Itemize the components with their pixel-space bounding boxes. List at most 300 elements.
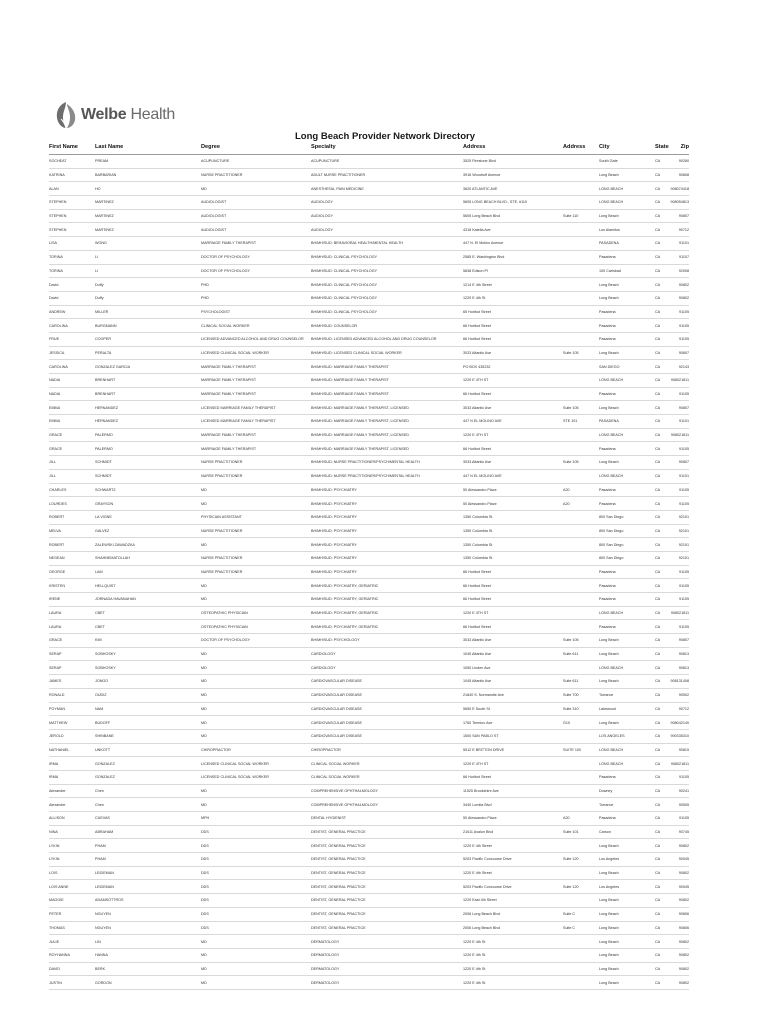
zip-cell: 91105	[667, 497, 689, 511]
zip-cell: 91105	[667, 579, 689, 593]
first-name-cell: MATTHEW	[49, 716, 95, 730]
degree-cell: DDS	[201, 921, 311, 935]
city-cell: Los Angeles	[599, 880, 655, 894]
last-name-cell: UNKOTT	[95, 743, 201, 757]
address-2-cell: Suite 105	[563, 456, 599, 470]
address-cell: 11525 Brookshire Ave	[463, 784, 563, 798]
address-2-cell	[563, 593, 599, 607]
zip-cell: 90802	[667, 291, 689, 305]
degree-cell: MARRIAGE FAMILY THERAPIST	[201, 237, 311, 251]
state-cell: CA	[655, 182, 667, 196]
city-cell: Lakewood	[599, 702, 655, 716]
state-cell: CA	[655, 702, 667, 716]
first-name-cell: Alexander	[49, 798, 95, 812]
degree-cell: DDS	[201, 825, 311, 839]
zip-cell: 90280	[667, 155, 689, 169]
specialty-cell: BH/MH/SUD: NURSE PRACTITIONER/PSYCH/MENTAL HEALTH	[311, 469, 463, 483]
address-2-cell: A20	[563, 497, 599, 511]
zip-cell: 91105	[667, 332, 689, 346]
address-cell: 1760 Termino Ave	[463, 716, 563, 730]
zip-cell: 908021811	[667, 606, 689, 620]
zip-cell: 90802	[667, 866, 689, 880]
first-name-cell: SERAP	[49, 661, 95, 675]
column-header-zip: Zip	[667, 140, 689, 155]
degree-cell: LICENSED MARRIAGE FAMILY THERAPIST	[201, 415, 311, 429]
last-name-cell: HERNANDEZ	[95, 401, 201, 415]
state-cell: CA	[655, 606, 667, 620]
address-2-cell: Suite 611	[563, 647, 599, 661]
first-name-cell: LOURDES	[49, 497, 95, 511]
address-2-cell	[563, 839, 599, 853]
state-cell: CA	[655, 825, 667, 839]
address-cell: 50 Alessandro Place	[463, 812, 563, 826]
city-cell: 800 San Diego	[599, 538, 655, 552]
specialty-cell: DENTAL HYGIENIST	[311, 812, 463, 826]
address-cell: 2006 Long Beach Blvd	[463, 921, 563, 935]
degree-cell: MD	[201, 935, 311, 949]
table-row	[49, 702, 689, 716]
address-cell: 1220 E 4th St	[463, 291, 563, 305]
table-row	[49, 894, 689, 908]
state-cell: CA	[655, 976, 667, 990]
first-name-cell: JULIE	[49, 935, 95, 949]
table-row	[49, 812, 689, 826]
address-2-cell	[563, 565, 599, 579]
column-header-degree: Degree	[201, 140, 311, 155]
first-name-cell: JAMES	[49, 675, 95, 689]
specialty-cell: DENTIST, GENERAL PRACTICE	[311, 921, 463, 935]
address-2-cell	[563, 291, 599, 305]
address-cell: 3525 Firestone Blvd	[463, 155, 563, 169]
address-cell: 5203 Pacific Concourse Drive	[463, 880, 563, 894]
first-name-cell: LISA	[49, 237, 95, 251]
state-cell: CA	[655, 921, 667, 935]
table-row	[49, 264, 689, 278]
zip-cell: 90807	[667, 209, 689, 223]
address-2-cell	[563, 948, 599, 962]
first-name-cell: ROBERT	[49, 510, 95, 524]
address-cell: 5605 LONG BEACH BLVD., STE. #110	[463, 196, 563, 210]
last-name-cell: GONZALEZ	[95, 770, 201, 784]
degree-cell: DOCTOR OF PSYCHOLOGY	[201, 250, 311, 264]
degree-cell: DOCTOR OF PSYCHOLOGY	[201, 634, 311, 648]
address-2-cell	[563, 237, 599, 251]
last-name-cell: JORNADA HAVANAHAN	[95, 593, 201, 607]
specialty-cell: CARDIOLOGY	[311, 661, 463, 675]
state-cell: CA	[655, 716, 667, 730]
column-header-last-name: Last Name	[95, 140, 201, 155]
address-2-cell	[563, 264, 599, 278]
degree-cell: LICENSED CLINICAL SOCIAL WORKER	[201, 757, 311, 771]
city-cell: Pasadena	[599, 387, 655, 401]
first-name-cell: JUSTIN	[49, 976, 95, 990]
state-cell: CA	[655, 469, 667, 483]
state-cell: CA	[655, 305, 667, 319]
last-name-cell: SCHMIDT	[95, 469, 201, 483]
zip-cell: 91105	[667, 387, 689, 401]
last-name-cell: HANNA	[95, 948, 201, 962]
address-2-cell	[563, 182, 599, 196]
specialty-cell: BH/MH/SUD: CLINICAL PSYCHOLOGY	[311, 264, 463, 278]
address-cell: 1220 E 4TH ST	[463, 374, 563, 388]
specialty-cell: ACUPUNCTURE	[311, 155, 463, 169]
city-cell: Pasadena	[599, 620, 655, 634]
specialty-cell: BH/MH/SUD: MARRIAGE FAMILY THERAPIST, LICENSED	[311, 401, 463, 415]
address-2-cell: STE 101	[563, 415, 599, 429]
address-2-cell: Suite 101	[563, 825, 599, 839]
address-cell: 50 Alessandro Place	[463, 497, 563, 511]
city-cell: Long Beach	[599, 976, 655, 990]
specialty-cell: BH/MH/SUD: PSYCHIATRY, GERIATRIC	[311, 606, 463, 620]
zip-cell: 90745	[667, 825, 689, 839]
address-2-cell	[563, 551, 599, 565]
address-cell: 5203 Pacific Concourse Drive	[463, 853, 563, 867]
state-cell: CA	[655, 196, 667, 210]
address-cell: 66 Hurlbut Street	[463, 319, 563, 333]
first-name-cell: David	[49, 278, 95, 292]
last-name-cell: Duffy	[95, 278, 201, 292]
specialty-cell: BH/MH/SUD: MARRIAGE FAMILY THERAPIST	[311, 387, 463, 401]
first-name-cell: LOIS	[49, 866, 95, 880]
column-header-state: State	[655, 140, 667, 155]
specialty-cell: CARDIOVASCULAR DISEASE	[311, 675, 463, 689]
state-cell: CA	[655, 264, 667, 278]
address-2-cell	[563, 606, 599, 620]
table-row	[49, 250, 689, 264]
last-name-cell: PERALTA	[95, 346, 201, 360]
first-name-cell: TORINA	[49, 264, 95, 278]
last-name-cell: Chen	[95, 798, 201, 812]
specialty-cell: CARDIOVASCULAR DISEASE	[311, 702, 463, 716]
city-cell: Long Beach	[599, 291, 655, 305]
table-row	[49, 647, 689, 661]
last-name-cell: MARTINEZ	[95, 209, 201, 223]
zip-cell: 90807	[667, 456, 689, 470]
zip-cell: 90502	[667, 688, 689, 702]
table-row	[49, 716, 689, 730]
zip-cell: 91105	[667, 812, 689, 826]
state-cell: CA	[655, 401, 667, 415]
address-cell: 5650 E South St	[463, 702, 563, 716]
specialty-cell: DENTIST, GENERAL PRACTICE	[311, 825, 463, 839]
table-row	[49, 182, 689, 196]
address-cell: 66 Hurlbut Street	[463, 620, 563, 634]
city-cell: Torrance	[599, 798, 655, 812]
first-name-cell: STEPHEN	[49, 196, 95, 210]
table-row	[49, 593, 689, 607]
specialty-cell: BH/MH/SUD: PSYCHIATRY, GERIATRIC	[311, 620, 463, 634]
first-name-cell: LAURA	[49, 620, 95, 634]
degree-cell: MD	[201, 702, 311, 716]
state-cell: CA	[655, 647, 667, 661]
address-2-cell	[563, 332, 599, 346]
city-cell: 800 San Diego	[599, 551, 655, 565]
last-name-cell: KIM	[95, 634, 201, 648]
address-cell: 1220 E 4th Street	[463, 866, 563, 880]
address-2-cell: G10	[563, 716, 599, 730]
state-cell: CA	[655, 524, 667, 538]
address-cell: 1045 Atlantic Ave	[463, 675, 563, 689]
specialty-cell: BH/MH/SUD: LICENSED ADVANCED ALCOHOL AND DRUG COUNSELOR	[311, 332, 463, 346]
first-name-cell: ALLISON	[49, 812, 95, 826]
table-row	[49, 209, 689, 223]
state-cell: CA	[655, 770, 667, 784]
last-name-cell: GONZALEZ GARCIA	[95, 360, 201, 374]
zip-cell: 90802	[667, 839, 689, 853]
first-name-cell: LYKIN	[49, 853, 95, 867]
first-name-cell: JILL	[49, 456, 95, 470]
zip-cell: 91105	[667, 442, 689, 456]
address-cell: 2585 E. Washington Blvd	[463, 250, 563, 264]
address-2-cell: Suite C	[563, 921, 599, 935]
city-cell: Pasadena	[599, 250, 655, 264]
table-row	[49, 620, 689, 634]
city-cell: Long Beach	[599, 346, 655, 360]
specialty-cell: DENTIST, GENERAL PRACTICE	[311, 853, 463, 867]
city-cell: Torrance	[599, 688, 655, 702]
last-name-cell: BRENHART	[95, 374, 201, 388]
address-cell: 21840 S. Normandie Ave	[463, 688, 563, 702]
specialty-cell: ANESTHESIA, PAIN MEDICINE	[311, 182, 463, 196]
degree-cell: MD	[201, 976, 311, 990]
table-row	[49, 551, 689, 565]
city-cell: Long Beach	[599, 168, 655, 182]
specialty-cell: BH/MH/SUD: LICENSED CLINICAL SOCIAL WORKER	[311, 346, 463, 360]
address-2-cell: SUITE 100	[563, 743, 599, 757]
last-name-cell: BERK	[95, 962, 201, 976]
address-2-cell	[563, 428, 599, 442]
city-cell: LONG BEACH	[599, 606, 655, 620]
table-row	[49, 743, 689, 757]
first-name-cell: SOCHEAT	[49, 155, 95, 169]
zip-cell: 90045	[667, 853, 689, 867]
address-2-cell	[563, 770, 599, 784]
degree-cell: MD	[201, 661, 311, 675]
table-row	[49, 332, 689, 346]
table-row	[49, 401, 689, 415]
zip-cell: 90802	[667, 278, 689, 292]
state-cell: CA	[655, 962, 667, 976]
specialty-cell: BH/MH/SUD: PSYCHIATRY	[311, 551, 463, 565]
last-name-cell: PALERMO	[95, 428, 201, 442]
state-cell: CA	[655, 675, 667, 689]
city-cell: LONG BEACH	[599, 196, 655, 210]
state-cell: CA	[655, 223, 667, 237]
table-row	[49, 387, 689, 401]
address-2-cell: Suite C	[563, 907, 599, 921]
degree-cell: MD	[201, 729, 311, 743]
specialty-cell: BH/MH/SUD: PSYCHIATRY	[311, 497, 463, 511]
table-row	[49, 948, 689, 962]
degree-cell: NURSE PRACTITIONER	[201, 168, 311, 182]
state-cell: CA	[655, 319, 667, 333]
zip-cell: 900335310	[667, 729, 689, 743]
first-name-cell: FRUE	[49, 332, 95, 346]
city-cell: LONG BEACH	[599, 469, 655, 483]
zip-cell: 90813	[667, 661, 689, 675]
first-name-cell: Alexander	[49, 784, 95, 798]
first-name-cell: GRACE	[49, 428, 95, 442]
last-name-cell: LI	[95, 264, 201, 278]
address-cell: 1220 East 4th Street	[463, 894, 563, 908]
state-cell: CA	[655, 278, 667, 292]
first-name-cell: NADIA	[49, 374, 95, 388]
degree-cell: MD	[201, 579, 311, 593]
last-name-cell: CBET	[95, 606, 201, 620]
last-name-cell: Duffy	[95, 291, 201, 305]
city-cell: Long Beach	[599, 634, 655, 648]
table-row	[49, 688, 689, 702]
city-cell: LONG BEACH	[599, 743, 655, 757]
address-2-cell	[563, 935, 599, 949]
address-cell: 1350 Columbia St	[463, 524, 563, 538]
address-cell: 1350 Columbia St	[463, 510, 563, 524]
specialty-cell: COMPREHENSIVE OPHTHALMOLOGY	[311, 798, 463, 812]
zip-cell: 908074418	[667, 182, 689, 196]
specialty-cell: CARDIOLOGY	[311, 647, 463, 661]
state-cell: CA	[655, 798, 667, 812]
state-cell: CA	[655, 907, 667, 921]
address-2-cell	[563, 168, 599, 182]
state-cell: CA	[655, 250, 667, 264]
degree-cell: MD	[201, 675, 311, 689]
zip-cell: 90505	[667, 798, 689, 812]
state-cell: CA	[655, 948, 667, 962]
table-row	[49, 196, 689, 210]
degree-cell: MD	[201, 538, 311, 552]
zip-cell: 90045	[667, 880, 689, 894]
table-row	[49, 278, 689, 292]
last-name-cell: NGUYEN	[95, 907, 201, 921]
degree-cell: MD	[201, 483, 311, 497]
specialty-cell: CARDIOVASCULAR DISEASE	[311, 688, 463, 702]
last-name-cell: ZALEWSKI ZAWADZKA	[95, 538, 201, 552]
zip-cell: 908021811	[667, 374, 689, 388]
column-header-address-2: Address	[563, 140, 599, 155]
state-cell: CA	[655, 360, 667, 374]
table-row	[49, 510, 689, 524]
address-2-cell	[563, 962, 599, 976]
last-name-cell: MILLER	[95, 305, 201, 319]
zip-cell: 90813	[667, 647, 689, 661]
degree-cell: DDS	[201, 866, 311, 880]
degree-cell: MD	[201, 784, 311, 798]
address-cell: 1220 E 4th Street	[463, 839, 563, 853]
state-cell: CA	[655, 415, 667, 429]
specialty-cell: BH/MH/SUD: MARRIAGE FAMILY THERAPIST	[311, 360, 463, 374]
specialty-cell: CLINICAL SOCIAL WORKER	[311, 757, 463, 771]
city-cell: Long Beach	[599, 948, 655, 962]
address-2-cell	[563, 360, 599, 374]
first-name-cell: STEPHEN	[49, 209, 95, 223]
zip-cell: 90802	[667, 948, 689, 962]
first-name-cell: RONALD	[49, 688, 95, 702]
degree-cell: DDS	[201, 880, 311, 894]
state-cell: CA	[655, 332, 667, 346]
specialty-cell: BH/MH/SUD: CLINICAL PSYCHOLOGY	[311, 278, 463, 292]
address-cell: 447 N EL MOLINO AVE	[463, 415, 563, 429]
zip-cell: 908042140	[667, 716, 689, 730]
city-cell: Long Beach	[599, 716, 655, 730]
state-cell: CA	[655, 579, 667, 593]
address-2-cell	[563, 661, 599, 675]
specialty-cell: DERMATOLOGY	[311, 948, 463, 962]
zip-cell: 91101	[667, 469, 689, 483]
city-cell: PASADENA	[599, 415, 655, 429]
last-name-cell: ADAMSOTTROS	[95, 894, 201, 908]
last-name-cell: Chen	[95, 784, 201, 798]
address-cell: 66 Hurlbut Street	[463, 770, 563, 784]
state-cell: CA	[655, 168, 667, 182]
city-cell: Long Beach	[599, 962, 655, 976]
first-name-cell: EMMA	[49, 401, 95, 415]
zip-cell: 908054813	[667, 196, 689, 210]
city-cell: Long Beach	[599, 894, 655, 908]
first-name-cell: CAROLINA	[49, 319, 95, 333]
degree-cell: PHD	[201, 278, 311, 292]
last-name-cell: LI	[95, 250, 201, 264]
address-2-cell	[563, 387, 599, 401]
last-name-cell: CUEVAS	[95, 812, 201, 826]
degree-cell: LICENSED MARRIAGE FAMILY THERAPIST	[201, 401, 311, 415]
table-row	[49, 483, 689, 497]
degree-cell: PHYSICIAN ASSISTANT	[201, 510, 311, 524]
address-2-cell: Suite 105	[563, 401, 599, 415]
degree-cell: DDS	[201, 839, 311, 853]
last-name-cell: NAM	[95, 702, 201, 716]
address-cell: 66 Hurlbut Street	[463, 387, 563, 401]
first-name-cell: LOIS ANNE	[49, 880, 95, 894]
zip-cell: 908021811	[667, 757, 689, 771]
specialty-cell: BH/MH/SUD: MARRIAGE FAMILY THERAPIST, LICENSED	[311, 428, 463, 442]
first-name-cell: NADIA	[49, 387, 95, 401]
table-row	[49, 907, 689, 921]
address-2-cell	[563, 223, 599, 237]
city-cell: Long Beach	[599, 401, 655, 415]
last-name-cell: SCHMIDT	[95, 456, 201, 470]
address-2-cell	[563, 196, 599, 210]
city-cell: Long Beach	[599, 839, 655, 853]
address-cell: 1220 E 4TH ST	[463, 757, 563, 771]
degree-cell: MD	[201, 497, 311, 511]
address-2-cell	[563, 510, 599, 524]
address-cell: 66 Hurlbut Street	[463, 579, 563, 593]
table-row	[49, 962, 689, 976]
state-cell: CA	[655, 442, 667, 456]
last-name-cell: MARTINEZ	[95, 223, 201, 237]
column-header-specialty: Specialty	[311, 140, 463, 155]
specialty-cell: BH/MH/SUD: MARRIAGE FAMILY THERAPIST, LICENSED	[311, 415, 463, 429]
first-name-cell: CAROLINA	[49, 360, 95, 374]
zip-cell: 90807	[667, 634, 689, 648]
last-name-cell: HERNANDEZ	[95, 415, 201, 429]
last-name-cell: BARBARIAN	[95, 168, 201, 182]
first-name-cell: POYMAN	[49, 702, 95, 716]
first-name-cell: JILL	[49, 469, 95, 483]
address-cell: 1350 Columbia St	[463, 551, 563, 565]
state-cell: CA	[655, 880, 667, 894]
city-cell: Pasadena	[599, 332, 655, 346]
address-2-cell	[563, 319, 599, 333]
specialty-cell: BH/MH/SUD: NURSE PRACTITIONER/PSYCH/MENTAL HEALTH	[311, 456, 463, 470]
address-cell: 3033 Atlantic Ave	[463, 346, 563, 360]
city-cell: Pasadena	[599, 483, 655, 497]
last-name-cell: LAM	[95, 565, 201, 579]
degree-cell: CLINICAL SOCIAL WORKER	[201, 319, 311, 333]
address-2-cell	[563, 757, 599, 771]
address-2-cell	[563, 729, 599, 743]
specialty-cell: COMPREHENSIVE OPHTHALMOLOGY	[311, 784, 463, 798]
